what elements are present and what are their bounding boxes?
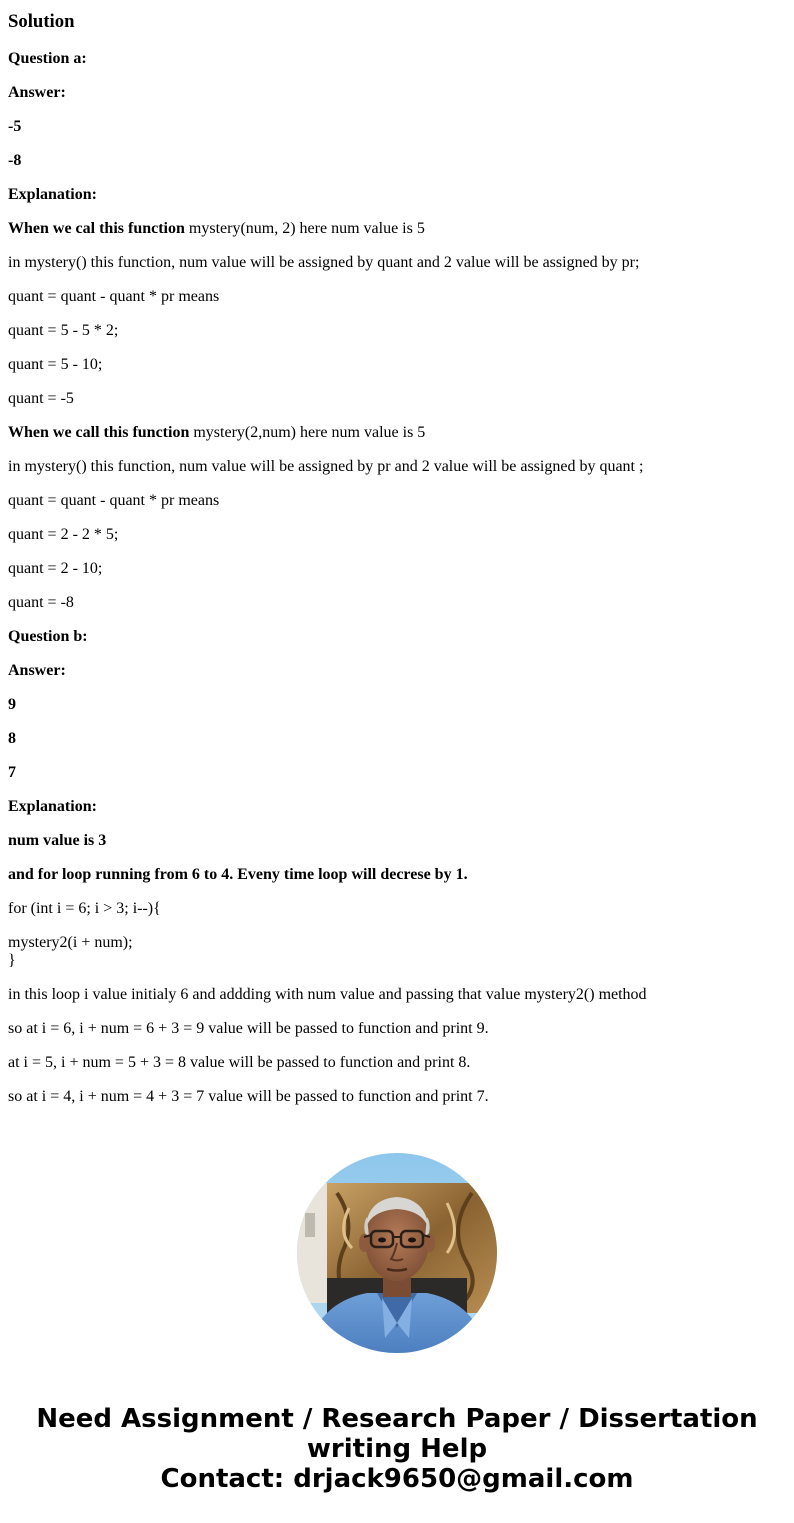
call-detail: mystery(2,num) here num value is 5 bbox=[189, 424, 426, 441]
paragraph bbox=[8, 220, 425, 238]
question-a-heading: Question a: bbox=[8, 50, 87, 67]
paragraph: and for loop running from 6 to 4. Eveny time loop will decrese by 1. bbox=[8, 866, 468, 883]
answer-value: 9 bbox=[8, 696, 16, 713]
paragraph bbox=[8, 424, 425, 442]
call-intro: When we call this function bbox=[8, 424, 190, 441]
answer-value: -5 bbox=[8, 118, 22, 135]
explanation-label: Explanation: bbox=[8, 186, 97, 203]
paragraph: quant = -8 bbox=[8, 594, 74, 611]
answer-value: -8 bbox=[8, 152, 22, 169]
paragraph: quant = 2 - 2 * 5; bbox=[8, 526, 119, 543]
paragraph: so at i = 6, i + num = 6 + 3 = 9 value will be passed to function and print 9. bbox=[8, 1020, 489, 1037]
page-title: Solution bbox=[8, 11, 75, 32]
paragraph: quant = -5 bbox=[8, 390, 74, 407]
paragraph: in mystery() this function, num value will be assigned by pr and 2 value will be assigned by quant ; bbox=[8, 458, 644, 475]
footer-line: Need Assignment / Research Paper / Dissertation bbox=[36, 1404, 758, 1434]
call-intro: When we cal this function bbox=[8, 220, 185, 237]
answer-label: Answer: bbox=[8, 84, 66, 101]
code-line: mystery2(i + num); bbox=[8, 934, 133, 951]
question-b-heading: Question b: bbox=[8, 628, 88, 645]
paragraph: quant = 5 - 5 * 2; bbox=[8, 322, 119, 339]
answer-value: 8 bbox=[8, 730, 16, 747]
answer-value: 7 bbox=[8, 764, 16, 781]
paragraph: in this loop i value initialy 6 and addding with num value and passing that value mystery2() method bbox=[8, 986, 647, 1003]
answer-label: Answer: bbox=[8, 662, 66, 679]
code-line: for (int i = 6; i > 3; i--){ bbox=[8, 900, 161, 917]
paragraph: in mystery() this function, num value will be assigned by quant and 2 value will be assigned by pr; bbox=[8, 254, 640, 271]
contact-email: Contact: drjack9650@gmail.com bbox=[160, 1464, 634, 1494]
paragraph: quant = quant - quant * pr means bbox=[8, 288, 220, 305]
paragraph: at i = 5, i + num = 5 + 3 = 8 value will be passed to function and print 8. bbox=[8, 1054, 471, 1071]
paragraph: quant = 2 - 10; bbox=[8, 560, 103, 577]
code-line: } bbox=[8, 952, 16, 969]
portrait-image bbox=[297, 1153, 497, 1353]
contact-footer bbox=[0, 1404, 794, 1494]
explanation-label: Explanation: bbox=[8, 798, 97, 815]
paragraph: so at i = 4, i + num = 4 + 3 = 7 value will be passed to function and print 7. bbox=[8, 1088, 489, 1105]
author-photo bbox=[297, 1153, 497, 1353]
call-detail: mystery(num, 2) here num value is 5 bbox=[184, 220, 425, 237]
footer-line: writing Help bbox=[306, 1434, 488, 1464]
paragraph: quant = quant - quant * pr means bbox=[8, 492, 220, 509]
paragraph: quant = 5 - 10; bbox=[8, 356, 103, 373]
paragraph: num value is 3 bbox=[8, 832, 107, 849]
